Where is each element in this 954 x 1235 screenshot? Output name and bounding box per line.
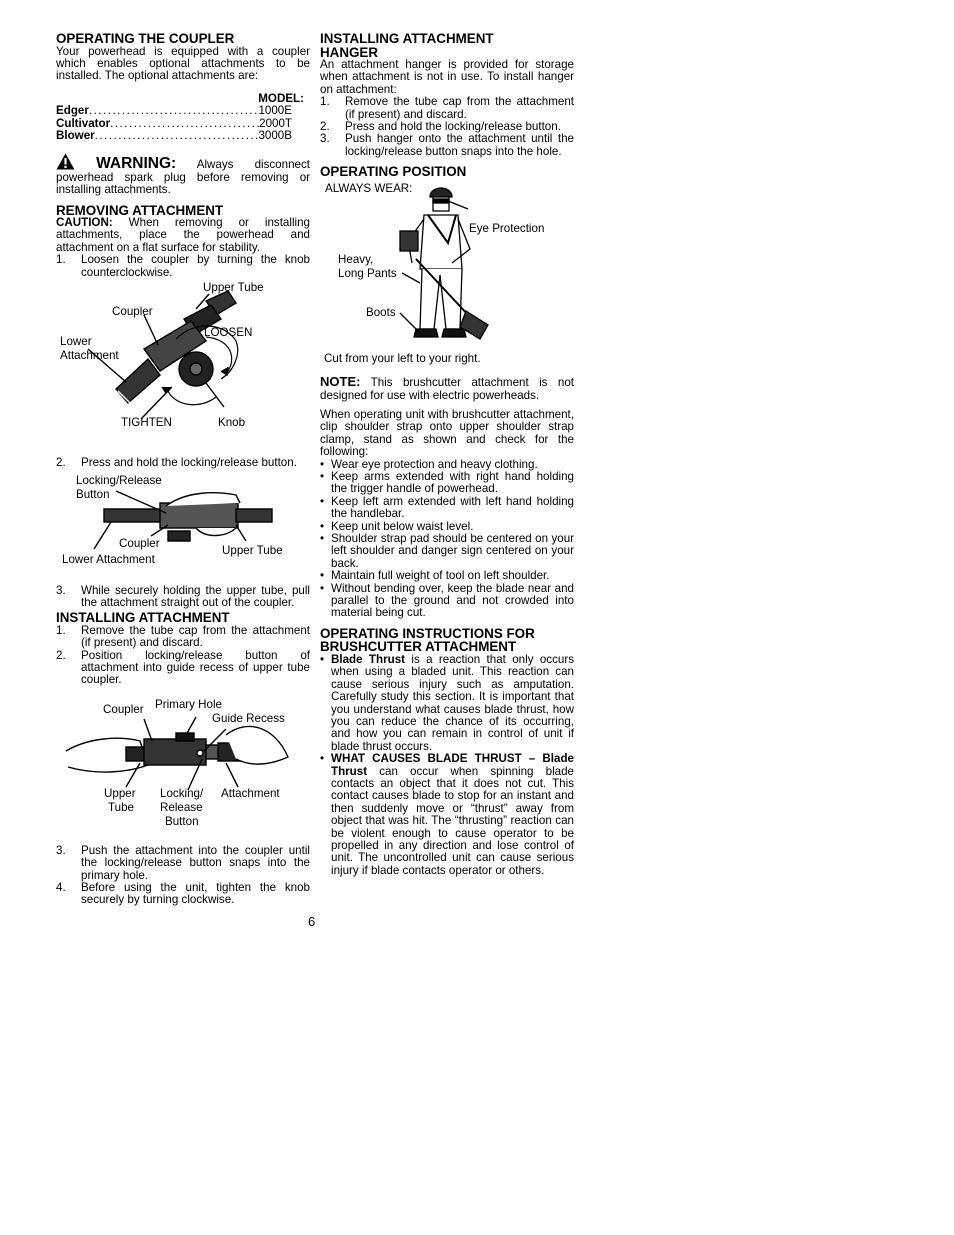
note-text: This brushcutter attachment is not designed for use with electric powerheads. <box>320 376 574 402</box>
coupler-intro: Your powerhead is equipped with a coupler which enables optional attachments to be installed. The optional attachments are: <box>56 44 310 83</box>
list-item: 1. Remove the tube cap from the attachment (if present) and discard. <box>320 95 574 121</box>
label-knob: Knob <box>218 416 246 430</box>
warning-text: Always disconnect powerhead spark plug before removing or installing attachments. <box>56 158 310 197</box>
label-upper-tube: Upper Tube <box>222 543 283 557</box>
label-button: Button <box>76 487 110 501</box>
model-row: Cultivator ..... 2000T <box>56 118 310 130</box>
list-item: • Without bending over, keep the blade near and parallel to the ground and not crowded into material being cut. <box>320 583 574 620</box>
coupler-knob-illustration <box>56 279 310 457</box>
caution-block <box>56 217 310 254</box>
list-item: 4. Before using the unit, tighten the knob securely by turning clockwise. <box>56 881 310 907</box>
label-lower: Lower <box>60 335 92 349</box>
label-attachment: Attachment <box>221 786 280 800</box>
note-label: NOTE: <box>320 374 361 390</box>
label-primary-hole: Primary Hole <box>155 697 222 711</box>
warning-triangle-icon <box>56 153 75 170</box>
label-tighten: TIGHTEN <box>121 416 172 430</box>
coupler-heading: OPERATING THE COUPLER <box>56 31 235 46</box>
page-number: 6 <box>308 914 316 929</box>
model-row: Blower ..... 3000B <box>56 130 310 142</box>
position-heading: OPERATING POSITION <box>320 164 467 180</box>
label-button: Button <box>165 814 199 828</box>
warning-label: WARNING: <box>96 155 177 173</box>
list-item: • Keep arms extended with right hand holding the trigger handle of powerhead. <box>320 471 574 496</box>
label-release: Release <box>160 800 203 814</box>
brushcutter-heading-2: BRUSHCUTTER ATTACHMENT <box>320 639 517 655</box>
list-item: • Shoulder strap pad should be centered on your left shoulder and danger sign centered on your back. <box>320 533 574 570</box>
label-coupler: Coupler <box>103 702 144 716</box>
list-item: 3. While securely holding the upper tube, pull the attachment straight out of the coupler. <box>56 583 310 609</box>
note-block <box>320 376 574 402</box>
list-item: 2. Press and hold the locking/release button. <box>56 456 297 470</box>
hanger-steps <box>320 96 574 158</box>
removing-steps-3 <box>56 585 310 610</box>
label-attachment: Attachment <box>60 349 119 363</box>
list-item: 2. Press and hold the locking/release button. <box>320 120 561 134</box>
list-item: • Maintain full weight of tool on left shoulder. <box>320 570 574 582</box>
label-always-wear: ALWAYS WEAR: <box>325 181 413 195</box>
blade-thrust-text: is a reaction that only occurs when using a bladed unit. This reaction can cause serious injury such as amputation. Carefully study this section. It is important that you understand what causes blade thrust, how you can reduce the chance of its occurring, and how you can remain in control of unit if blade thrust occurs. <box>331 652 574 753</box>
installing-steps <box>56 625 310 687</box>
label-guide-recess: Guide Recess <box>212 711 285 725</box>
brushcutter-heading-1: OPERATING INSTRUCTIONS FOR <box>320 625 535 641</box>
removing-steps-2 <box>56 457 310 469</box>
label-boots: Boots <box>366 305 396 319</box>
install-attachment-figure <box>56 695 310 845</box>
model-list <box>56 105 310 142</box>
list-item: 1. Loosen the coupler by turning the knob counterclockwise. <box>56 253 310 279</box>
label-long-pants: Long Pants <box>338 266 397 280</box>
list-item: 3. Push the attachment into the coupler until the locking/release button snaps into the primary hole. <box>56 843 310 882</box>
caution-label: CAUTION: <box>56 216 113 230</box>
when-operating-text: When operating unit with brushcutter attachment, clip shoulder strap onto upper shoulder strap clamp, stand as shown and check for the following: <box>320 407 574 459</box>
label-heavy: Heavy, <box>338 252 374 266</box>
label-locking-release: Locking/Release <box>76 473 162 487</box>
list-item: 3. Push hanger onto the attachment until the locking/release button snaps into the hole. <box>320 132 574 158</box>
label-loosen: LOOSEN <box>204 326 253 340</box>
list-item: • Wear eye protection and heavy clothing. <box>320 459 574 471</box>
release-button-figure <box>56 473 310 585</box>
caution-text: When removing or installing attachments, place the powerhead and attachment on a flat surface for stability. <box>56 216 310 254</box>
removing-heading: REMOVING ATTACHMENT <box>56 202 224 218</box>
model-row: Edger ..... 1000E <box>56 105 310 117</box>
hanger-heading-1: INSTALLING ATTACHMENT <box>320 31 494 46</box>
causes-label: WHAT CAUSES BLADE THRUST – Blade Thrust <box>331 752 574 778</box>
checklist <box>320 459 574 620</box>
label-upper-tube: Upper Tube <box>203 281 264 295</box>
model-header: MODEL: <box>258 91 304 105</box>
list-item: 2. Position locking/release button of attachment into guide recess of upper tube coupler. <box>56 648 310 687</box>
label-tube: Tube <box>108 800 134 814</box>
list-item <box>320 654 574 753</box>
list-item: 1. Remove the tube cap from the attachment (if present) and discard. <box>56 623 310 650</box>
label-coupler: Coupler <box>112 305 153 319</box>
operating-position-figure <box>320 179 574 351</box>
installing-heading: INSTALLING ATTACHMENT <box>56 610 230 626</box>
label-lower-attachment: Lower Attachment <box>62 552 155 566</box>
coupler-knob-figure <box>56 279 310 457</box>
blade-thrust-label: Blade Thrust <box>331 652 405 666</box>
hanger-intro: An attachment hanger is provided for storage when attachment is not in use. To install hanger on attachment: <box>320 58 574 96</box>
installing-steps-2 <box>56 845 310 907</box>
position-caption: Cut from your left to your right. <box>324 351 481 365</box>
label-upper: Upper <box>104 786 136 800</box>
right-column <box>320 32 574 877</box>
label-coupler: Coupler <box>119 536 160 550</box>
removing-steps <box>56 254 310 279</box>
brushcutter-list <box>320 654 574 877</box>
list-item: • Keep left arm extended with left hand holding the handlebar. <box>320 496 574 521</box>
left-column <box>56 32 310 907</box>
hanger-heading-2: HANGER <box>320 44 379 60</box>
list-item: • Keep unit below waist level. <box>320 521 574 533</box>
label-locking: Locking/ <box>160 786 204 800</box>
warning-block <box>56 153 310 196</box>
causes-text: can occur when spinning blade contacts an object that it does not cut. This contact causes blade to stop for an instant and then suddenly move or “thrust” away from object that was hit. The “thrusting” reaction can be violent enough to cause operator to be propelled in any direction and lose control of unit. The uncontrolled unit can cause serious injury if blade contacts operator or others. <box>331 764 574 877</box>
list-item <box>320 753 574 877</box>
label-eye-protection: Eye Protection <box>469 221 545 235</box>
